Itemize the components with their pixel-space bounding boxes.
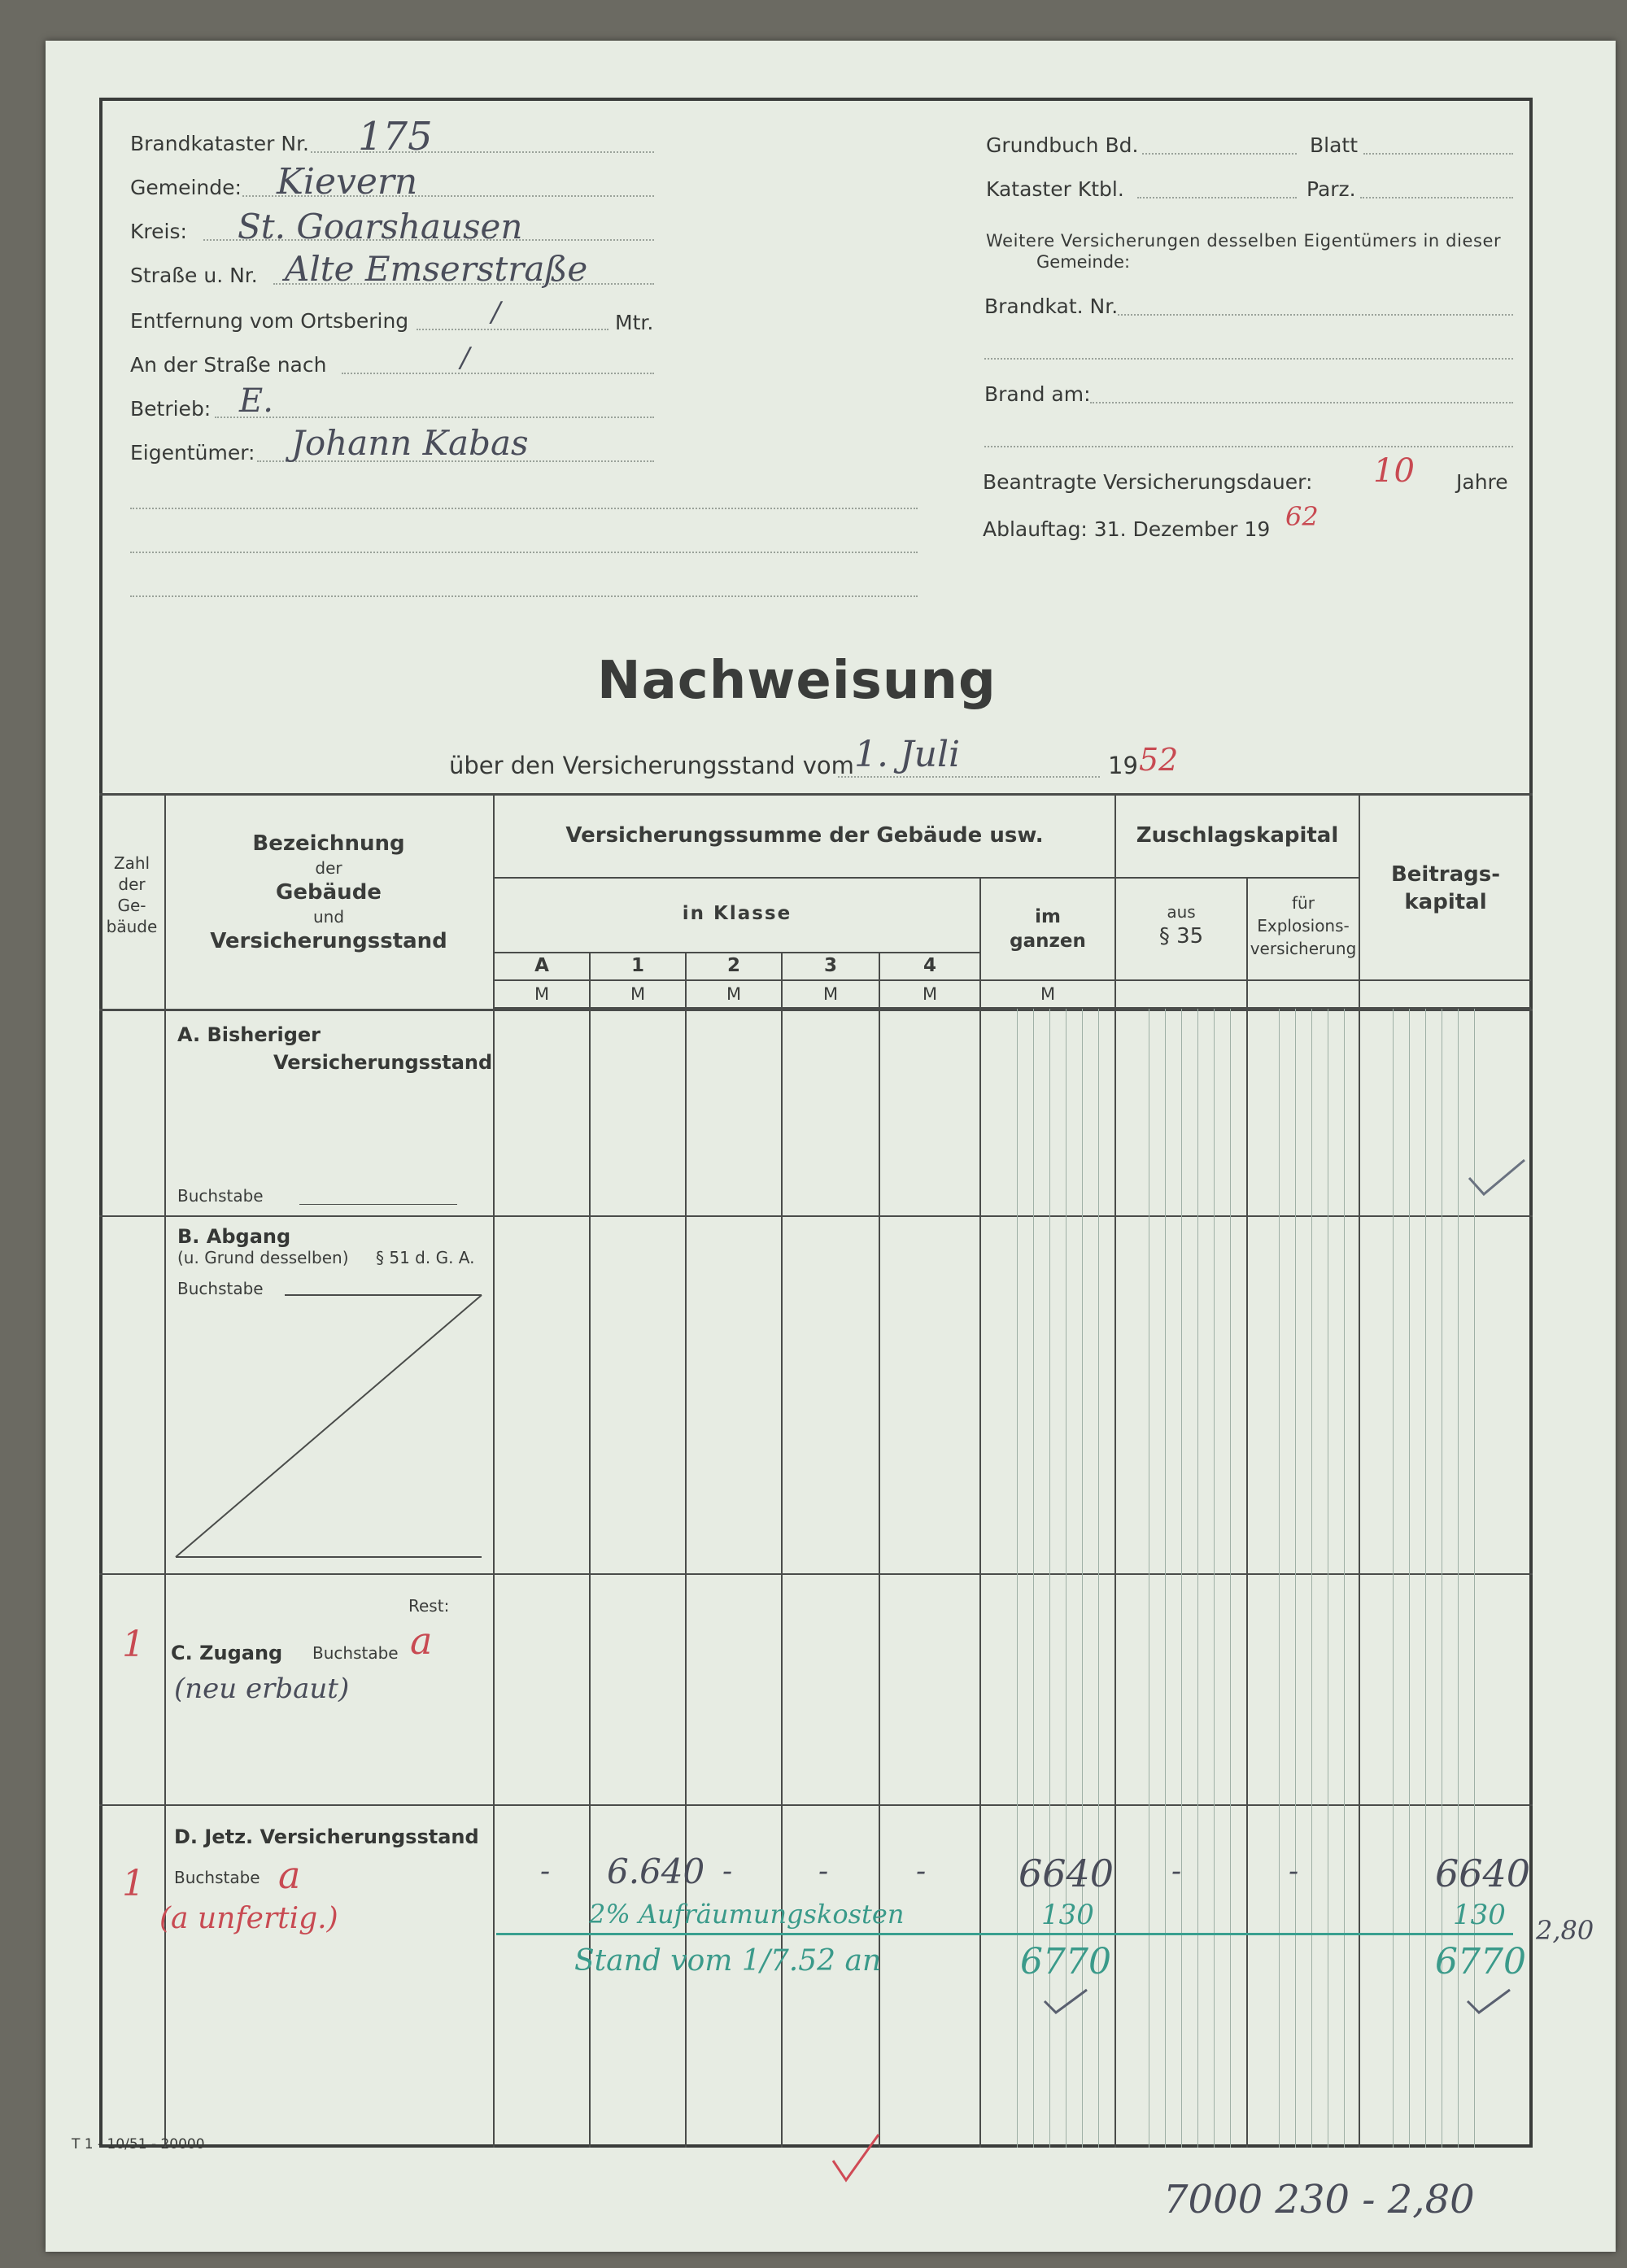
section-c-title: C. Zugang — [171, 1642, 283, 1664]
section-b-para: § 51 d. G. A. — [376, 1248, 475, 1267]
checkmark-icon — [1041, 1985, 1090, 2017]
kreis-label: Kreis: — [130, 220, 187, 243]
checkmark-icon — [828, 2130, 885, 2187]
line3-beitrags: 6770 — [1435, 1941, 1526, 1982]
line2-text: 2% Aufräumungskosten — [589, 1899, 905, 1930]
sum-underline — [496, 1933, 1513, 1935]
d-zahl: 1 — [122, 1863, 145, 1904]
zahl-header: Zahl der Ge- bäude — [106, 853, 158, 936]
d-klasse-1: 6.640 — [607, 1851, 705, 1891]
explosion-header: für Explosions- versicherung — [1250, 893, 1357, 958]
gemeinde-label: Gemeinde: — [130, 176, 242, 199]
weitere-line2: Gemeinde: — [1036, 252, 1131, 272]
strasse-value: Alte Emserstraße — [285, 249, 588, 289]
entfernung-unit: Mtr. — [615, 311, 654, 334]
d-explosion: - — [1289, 1855, 1299, 1888]
brandkataster-value: 175 — [358, 114, 433, 159]
strasse-nach-label: An der Straße nach — [130, 353, 327, 377]
brand-am-label: Brand am: — [984, 382, 1091, 406]
strasse-label: Straße u. Nr. — [130, 264, 258, 287]
c-zahl: 1 — [122, 1624, 145, 1665]
weitere-line1: Weitere Versicherungen desselben Eigentümers in dieser — [986, 231, 1502, 251]
subtitle-year: 52 — [1139, 742, 1179, 778]
d-aus35: - — [1171, 1855, 1182, 1888]
form-number: T 1 - 10/51 - 20000 — [72, 2136, 205, 2152]
currency-3: M — [822, 984, 839, 1004]
versicherungssumme-header: Versicherungssumme der Gebäude usw. — [565, 823, 1044, 848]
currency-4: M — [922, 984, 938, 1004]
grundbuch-label: Grundbuch Bd. — [986, 133, 1139, 157]
section-d-buchstabe: Buchstabe — [174, 1868, 260, 1887]
section-d-title: D. Jetz. Versicherungsstand — [174, 1825, 479, 1848]
klasse-3-header: 3 — [823, 955, 837, 976]
d-beitrags: 6640 — [1435, 1851, 1531, 1895]
d-note: (a unfertig.) — [159, 1902, 338, 1935]
currency-a: M — [534, 984, 550, 1004]
eigentuemer-value: Johann Kabas — [291, 423, 529, 463]
line2-beitrags: 130 — [1453, 1899, 1506, 1931]
dauer-value: 10 — [1373, 452, 1415, 490]
checkmark-icon — [1464, 1985, 1513, 2017]
document-title: Nachweisung — [597, 651, 997, 711]
im-ganzen-header: im ganzen — [1010, 906, 1086, 952]
kreis-value: St. Goarshausen — [238, 207, 523, 246]
c-letter: a — [410, 1619, 433, 1663]
in-klasse-header: in Klasse — [682, 903, 792, 924]
line3-ganzen: 6770 — [1020, 1941, 1111, 1982]
c-note: (neu erbaut) — [174, 1673, 350, 1705]
d-ganzen: 6640 — [1019, 1851, 1114, 1895]
klasse-4-header: 4 — [923, 955, 936, 976]
margin-note: 2,80 — [1536, 1915, 1594, 1946]
currency-2: M — [726, 984, 742, 1004]
entfernung-label: Entfernung vom Ortsbering — [130, 309, 409, 333]
currency-ganzen: M — [1040, 984, 1056, 1004]
klasse-2-header: 2 — [726, 955, 740, 976]
blatt-label: Blatt — [1310, 133, 1359, 157]
dauer-label: Beantragte Versicherungsdauer: — [983, 470, 1313, 494]
section-b-buchstabe: Buchstabe — [177, 1279, 264, 1298]
subtitle-date: 1. Juli — [854, 734, 961, 775]
line2-ganzen: 130 — [1041, 1899, 1094, 1931]
brandkataster-label: Brandkataster Nr. — [130, 132, 310, 155]
d-klasse-a: - — [540, 1855, 551, 1888]
section-b-sub: (u. Grund desselben) — [177, 1248, 349, 1267]
klasse-1-header: 1 — [630, 955, 644, 976]
subtitle-year-prefix: 19 — [1108, 752, 1138, 779]
klasse-a-header: A — [534, 955, 549, 976]
eigentuemer-label: Eigentümer: — [130, 441, 255, 465]
kataster-label: Kataster Ktbl. — [986, 177, 1124, 201]
brandkat-label: Brandkat. Nr. — [984, 294, 1119, 318]
ablauf-label: Ablauftag: 31. Dezember 19 — [983, 517, 1271, 541]
strasse-nach-value: / — [460, 342, 470, 374]
aus35-header: aus § 35 — [1158, 902, 1204, 949]
line3-text: Stand vom 1/7.52 an — [574, 1944, 882, 1978]
dauer-unit: Jahre — [1456, 470, 1508, 494]
parz-label: Parz. — [1306, 177, 1356, 201]
d-klasse-3: - — [818, 1855, 829, 1888]
bezeichnung-header: Bezeichnung der Gebäude und Versicherungsstand — [210, 831, 447, 953]
currency-1: M — [630, 984, 646, 1004]
section-b-strike-mark — [171, 1285, 488, 1562]
beitrags-header: Beitrags- kapital — [1390, 862, 1501, 914]
subtitle-prefix: über den Versicherungsstand vom — [449, 752, 854, 779]
entfernung-value: / — [491, 296, 501, 329]
section-c-buchstabe: Buchstabe — [312, 1643, 399, 1663]
ablauf-value: 62 — [1285, 501, 1319, 532]
d-letter: a — [278, 1853, 301, 1897]
d-klasse-4: - — [916, 1855, 927, 1888]
gemeinde-value: Kievern — [277, 161, 418, 203]
section-a-buchstabe: Buchstabe — [177, 1186, 264, 1206]
betrieb-value: E. — [239, 382, 273, 420]
section-a-title2: Versicherungsstand — [273, 1051, 493, 1074]
section-a-title: A. Bisheriger — [177, 1023, 321, 1046]
section-b-title: B. Abgang — [177, 1225, 291, 1248]
zuschlag-header: Zuschlagskapital — [1136, 823, 1339, 848]
rest-label: Rest: — [408, 1596, 450, 1616]
checkmark-icon — [1464, 1155, 1529, 1204]
d-klasse-2: - — [722, 1855, 733, 1888]
betrieb-label: Betrieb: — [130, 397, 212, 421]
bottom-note: 7000 230 - 2,80 — [1163, 2177, 1475, 2222]
